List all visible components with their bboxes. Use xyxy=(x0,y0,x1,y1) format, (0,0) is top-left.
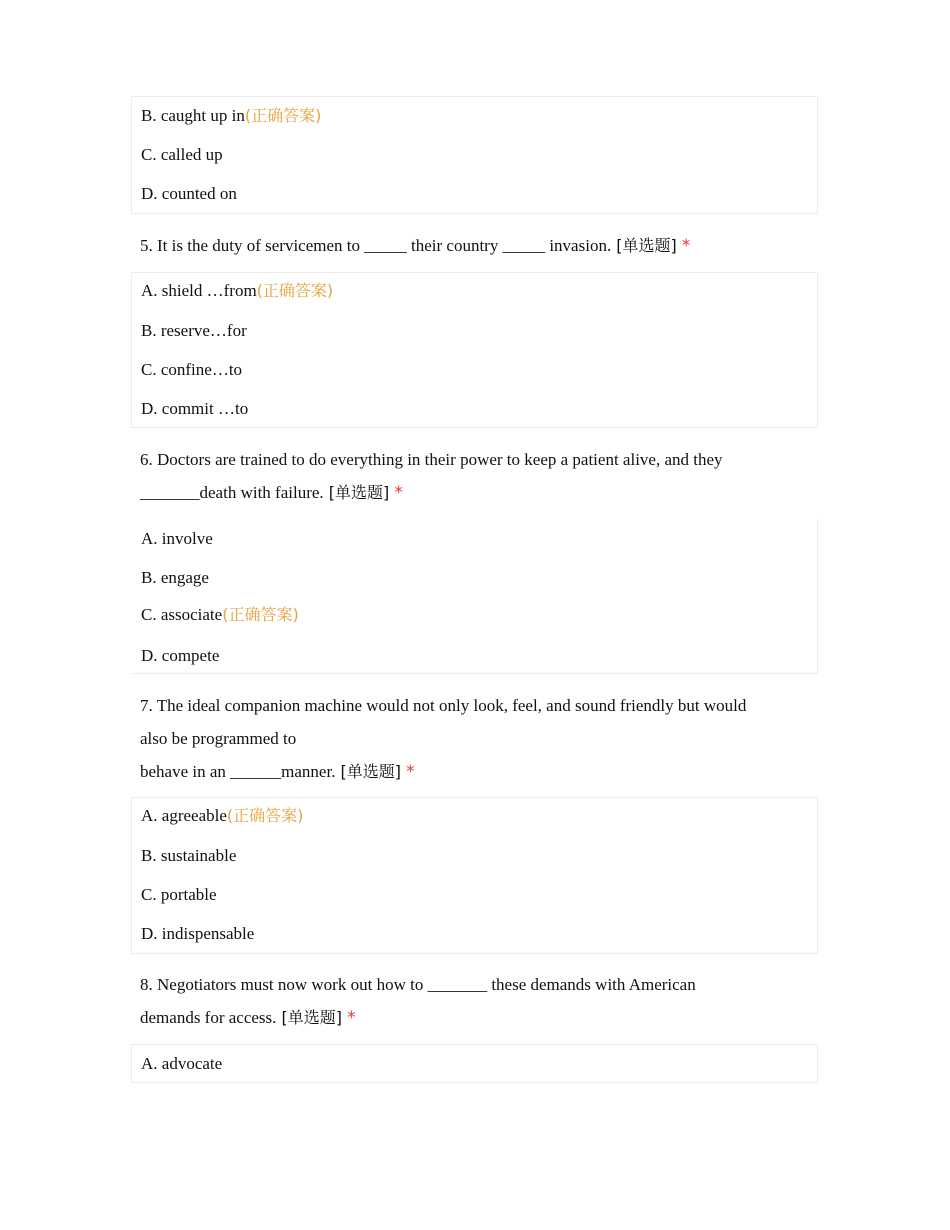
q7-text-line3 xyxy=(140,755,820,789)
option-label: B. engage xyxy=(141,568,209,587)
required-asterisk: * xyxy=(347,1008,356,1028)
q8-options-box xyxy=(131,1044,818,1083)
required-asterisk: * xyxy=(681,236,691,256)
correct-answer-marker: (正确答案) xyxy=(256,281,334,300)
q5-option-d xyxy=(141,399,248,419)
option-label: C. portable xyxy=(141,885,217,904)
q6-text-line2-text: _______death with failure. xyxy=(140,483,324,502)
q7-question-text xyxy=(140,689,820,789)
q7-option-a xyxy=(141,806,303,826)
q5-option-a xyxy=(141,281,333,301)
required-asterisk: * xyxy=(394,483,403,503)
correct-answer-marker: (正确答案) xyxy=(244,106,322,125)
q8-text-line1: 8. Negotiators must now work out how to _______ these demands with American xyxy=(140,975,696,994)
option-label: A. agreeable xyxy=(141,806,227,825)
q8-text-line2 xyxy=(140,1001,820,1035)
q7-option-c xyxy=(141,885,217,905)
question-type-tag: [单选题] xyxy=(323,483,395,502)
q7-options-box xyxy=(131,797,818,954)
option-label: C. associate xyxy=(141,605,223,624)
required-asterisk: * xyxy=(406,762,415,782)
q6-text-line1: 6. Doctors are trained to do everything in their power to keep a patient alive, and they xyxy=(140,450,723,469)
q7-option-b xyxy=(141,846,236,866)
question-type-tag: [单选题] xyxy=(611,236,682,255)
q8-option-a xyxy=(141,1054,222,1074)
q4-options-box xyxy=(131,96,818,214)
q6-text-line2 xyxy=(140,476,820,510)
correct-answer-marker: (正确答案) xyxy=(226,806,304,825)
q5-option-c xyxy=(141,360,242,380)
option-label: A. shield …from xyxy=(141,281,257,300)
option-label: B. caught up in xyxy=(141,106,245,125)
option-label: C. called up xyxy=(141,145,223,164)
q6-option-b xyxy=(141,568,209,588)
q5-option-b xyxy=(141,321,247,341)
q6-options-box xyxy=(131,518,818,674)
q5-text-line1: 5. It is the duty of servicemen to _____ their country _____ invasion. xyxy=(140,236,612,255)
q8-question-text xyxy=(140,968,820,1035)
option-label: D. commit …to xyxy=(141,399,249,418)
option-label: D. indispensable xyxy=(141,924,255,943)
q4-option-d xyxy=(141,184,237,204)
option-label: D. compete xyxy=(141,646,220,665)
q7-text-line3-text: behave in an ______manner. xyxy=(140,762,336,781)
option-label: D. counted on xyxy=(141,184,237,203)
q6-option-c xyxy=(141,605,299,625)
q6-option-a xyxy=(141,529,213,549)
q4-option-b xyxy=(141,106,321,126)
q7-text-line1: 7. The ideal companion machine would not only look, feel, and sound friendly but would xyxy=(140,696,747,715)
q5-options-box xyxy=(131,272,818,428)
q6-option-d xyxy=(141,646,219,666)
q5-question-text xyxy=(140,229,820,263)
q8-text-line2-text: demands for access. xyxy=(140,1008,277,1027)
q6-question-text xyxy=(140,443,820,510)
option-label: C. confine…to xyxy=(141,360,243,379)
option-label: A. advocate xyxy=(141,1054,223,1073)
q7-option-d xyxy=(141,924,254,944)
option-label: A. involve xyxy=(141,529,213,548)
q7-text-line2: also be programmed to xyxy=(140,729,297,748)
correct-answer-marker: (正确答案) xyxy=(222,605,299,624)
option-label: B. reserve…for xyxy=(141,321,247,340)
option-label: B. sustainable xyxy=(141,846,237,865)
question-type-tag: [单选题] xyxy=(276,1008,348,1027)
question-type-tag: [单选题] xyxy=(335,762,407,781)
q4-option-c xyxy=(141,145,223,165)
